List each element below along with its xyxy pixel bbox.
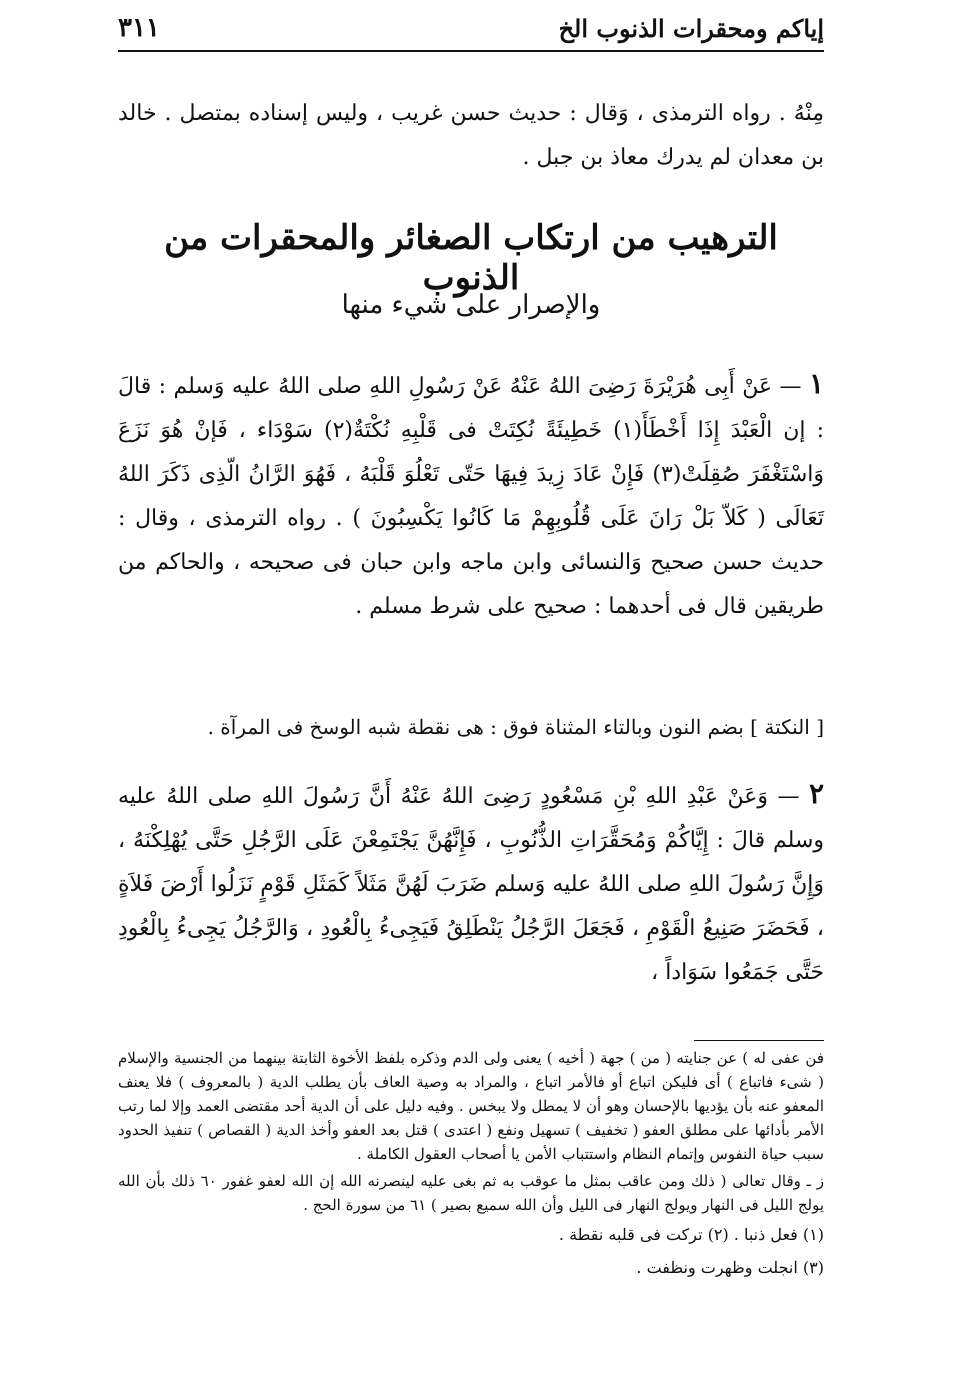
hadith-number: ٢: [808, 777, 824, 810]
section-title: الترهيب من ارتكاب الصغائر والمحقرات من الذنوب: [164, 218, 778, 298]
hadith-1: [118, 362, 824, 629]
definition-note: [ النكتة ] بضم النون وبالتاء المثناة فوق : هى نقطة شبه الوسخ فى المرآة .: [207, 715, 824, 739]
footnote-paragraph: ز ـ وقال تعالى ( ذلك ومن عاقب بمثل ما عوقب به ثم بغى عليه لينصرنه الله إن الله لعفو غفور ٦٠ ذلك بأن الله يولج الليل فى النهار ويولج النهار فى الليل وأن الله سميع بصير ) ٦١ من سورة الحج .: [118, 1172, 825, 1214]
footnote-divider: [694, 1040, 824, 1041]
hadith-2: [118, 772, 824, 995]
word-note: (٣) انجلت وظهرت ونظفت .: [636, 1258, 824, 1277]
running-title: إياكم ومحقرات الذنوب الخ: [558, 13, 824, 43]
hadith-text: — وَعَنْ عَبْدِ اللهِ بْنِ مَسْعُودٍ رَضِىَ اللهُ عَنْهُ أَنَّ رَسُولَ اللهِ صلى اللهُ عليه وسلم قالَ : إِيَّاكُمْ وَمُحَقَّرَاتِ الذُّنُوبِ ، فَإِنَّهُنَّ يَجْتَمِعْنَ عَلَى الرَّجُلِ حَتَّى يُهْلِكْنَهُ ، وَإِنَّ رَسُولَ اللهِ صلى اللهُ عليه وَسلم ضَرَبَ لَهُنَّ مَثَلاً كَمَثَلِ قَوْمٍ نَزَلُوا أَرْضَ فَلاَةٍ ، فَحَضَرَ صَنِيعُ الْقَوْمِ ، فَجَعَلَ الرَّجُلُ يَنْطَلِقُ فَيَجِىءُ بِالْعُودِ ، وَالرَّجُلُ يَجِىءُ بِالْعُودِ حَتَّى جَمَعُوا سَوَاداً ،: [118, 784, 824, 985]
page-header: [118, 6, 824, 52]
hadith-number: ١: [808, 367, 825, 400]
word-note: (١) فعل ذنبا . (٢) تركت فى قلبه نقطة .: [558, 1225, 824, 1244]
intro-paragraph: مِنْهُ . رواه الترمذى ، وَقال : حديث حسن غريب ، وليس إسناده بمتصل . خالد بن معدان لم يدرك معاذ بن جبل .: [118, 101, 824, 170]
footnotes: [118, 1046, 824, 1286]
section-subtitle: والإصرار على شيء منها: [341, 290, 601, 320]
footnote-paragraph: فن عفى له ) عن جنايته ( من ) جهة ( أخيه ) يعنى ولى الدم وذكره بلفظ الأخوة الثابتة بينهما من الجنسية والإسلام ( شىء فاتباع ) أى فليكن اتباع أو فالأمر اتباع ، والمراد به وصية العاف بأن يطلب الدية ( بالمعروف ) فلا يعنف المعفو عنه بأن يؤديها بالإحسان وهو أن لا يمطل ولا يبخس . وفيه دليل على أن الدية أحد مقتضى العمد وإلا لما رتب الأمر بأدائها على مطلق العفو ( تخفيف ) تسهيل ونفع ( اعتدى ) قتل بعد العفو وأخذ الدية ( القصاص ) تنفيذ الحدود سبب حياة النفوس وإتمام النظام واستتباب الأمن يا أصحاب العقول الكاملة .: [118, 1049, 824, 1163]
page-number: ٣١١: [118, 13, 160, 43]
hadith-text: — عَنْ أَبِى هُرَيْرَةَ رَضِىَ اللهُ عَنْهُ عَنْ رَسُولِ اللهِ صلى اللهُ عليه وَسلم : قالَ : إن الْعَبْدَ إِذَا أَخْطَأَ(١) خَطِيئَةً نُكِتَتْ فى قَلْبِهِ نُكْتَةٌ(٢) سَوْدَاء ، فَإنْ هُوَ نَزَعَ وَاسْتَغْفَرَ صُقِلَتْ(٣) فَإِنْ عَادَ زِيدَ فِيهَا حَتّى تَعْلُوَ قَلْبَهُ ، فَهُوَ الرَّانُ الّذِى ذَكَرَ اللهُ تَعَالَى ( كَلاّ بَلْ رَانَ عَلَى قُلُوبِهِمْ مَا كَانُوا يَكْسِبُونَ ) . رواه الترمذى ، وقال : حديث حسن صحيح وَالنسائى وابن ماجه وابن حبان فى صحيحه ، والحاكم من طريقين قال فى أحدهما : صحيح على شرط مسلم .: [118, 374, 825, 619]
